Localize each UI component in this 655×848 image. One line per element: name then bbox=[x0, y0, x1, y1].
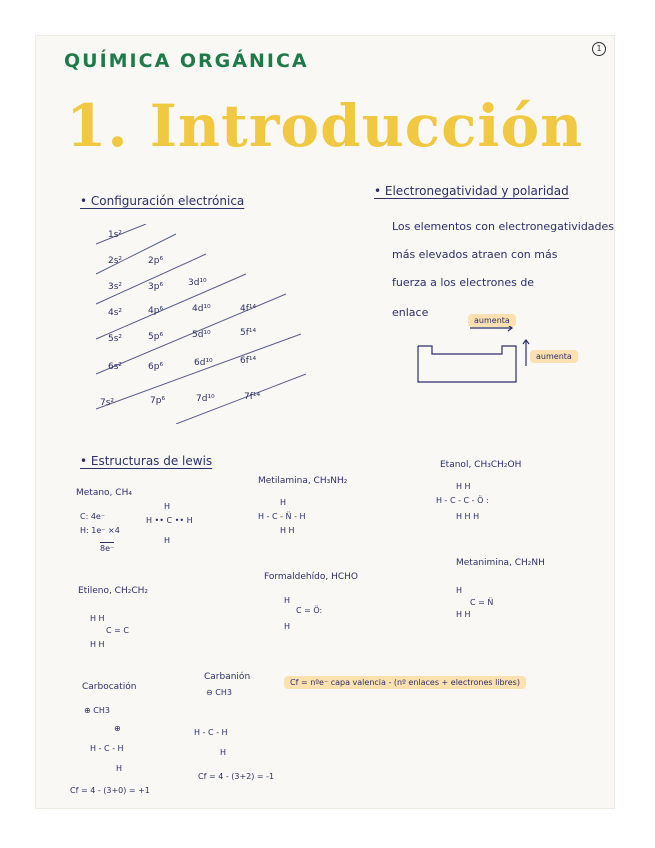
orbital-6f: 6f¹⁴ bbox=[240, 356, 257, 366]
etileno-struct-bottom: H H bbox=[90, 640, 105, 649]
orbital-1s: 1s² bbox=[108, 230, 123, 240]
metanimina-struct-bottom: H H bbox=[456, 610, 471, 619]
orbital-4s: 4s² bbox=[108, 308, 123, 318]
carbocation-struct-bottom: H bbox=[116, 764, 123, 773]
orbital-4f: 4f¹⁴ bbox=[240, 304, 257, 314]
orbital-7p: 7p⁶ bbox=[150, 396, 166, 406]
carbocation-name: Carbocatión bbox=[82, 682, 137, 692]
carbocation-struct-mid: H - C - H bbox=[90, 744, 124, 753]
formaldehido-struct-top: H bbox=[284, 596, 291, 605]
orbital-2s: 2s² bbox=[108, 256, 123, 266]
metilamina-name: Metilamina, CH₃NH₂ bbox=[258, 476, 348, 486]
orbital-2p: 2p⁶ bbox=[148, 256, 164, 266]
formaldehido-name: Formaldehído, HCHO bbox=[264, 572, 358, 582]
etanol-struct-bottom: H H H bbox=[456, 512, 480, 521]
page-number: 1 bbox=[592, 42, 606, 56]
orbital-6s: 6s² bbox=[108, 362, 123, 372]
subject-title: QUÍMICA ORGÁNICA bbox=[64, 50, 309, 72]
carbanion-struct-mid: H - C - H bbox=[194, 728, 228, 737]
metanimina-struct-mid: C = N̈ bbox=[470, 598, 494, 607]
electronegativity-heading: • Electronegatividad y polaridad bbox=[374, 184, 569, 198]
lewis-heading: • Estructuras de lewis bbox=[80, 454, 213, 468]
orbital-5f: 5f¹⁴ bbox=[240, 328, 257, 338]
carbocation-charge: ⊕ bbox=[114, 724, 121, 733]
orbital-6p: 6p⁶ bbox=[148, 362, 164, 372]
metano-sum: 8e⁻ bbox=[100, 544, 115, 553]
etileno-name: Etileno, CH₂CH₂ bbox=[78, 586, 149, 596]
metanimina-name: Metanimina, CH₂NH bbox=[456, 558, 545, 568]
orbital-5d: 5d¹⁰ bbox=[192, 330, 211, 340]
orbital-4p: 4p⁶ bbox=[148, 306, 164, 316]
orbital-5s: 5s² bbox=[108, 334, 123, 344]
orbital-7d: 7d¹⁰ bbox=[196, 394, 215, 404]
orbital-4d: 4d¹⁰ bbox=[192, 304, 211, 314]
orbital-3p: 3p⁶ bbox=[148, 282, 164, 292]
etileno-struct-top: H H bbox=[90, 614, 105, 623]
orbital-6d: 6d¹⁰ bbox=[194, 358, 213, 368]
etanol-struct-top: H H bbox=[456, 482, 471, 491]
increase-up-label: aumenta bbox=[530, 350, 578, 363]
metano-struct-bottom: H bbox=[164, 536, 171, 545]
carbanion-ion: ⊖ CH3 bbox=[206, 688, 232, 697]
etileno-struct-mid: C = C bbox=[106, 626, 129, 635]
electroneg-line-4: enlace bbox=[392, 306, 429, 319]
metano-c-val: C: 4e⁻ bbox=[80, 512, 106, 521]
metilamina-struct-top: H bbox=[280, 498, 287, 507]
orbital-3d: 3d¹⁰ bbox=[188, 278, 207, 288]
carbanion-struct-bottom: H bbox=[220, 748, 227, 757]
electron-config-heading: • Configuración electrónica bbox=[80, 194, 245, 208]
notebook-page bbox=[36, 36, 614, 808]
etanol-name: Etanol, CH₃CH₂OH bbox=[440, 460, 522, 470]
carbocation-calc: Cf = 4 - (3+0) = +1 bbox=[70, 786, 150, 795]
carbanion-name: Carbanión bbox=[204, 672, 251, 682]
electroneg-line-2: más elevados atraen con más bbox=[392, 248, 558, 261]
metilamina-struct-mid: H - C - N̈ - H bbox=[258, 512, 306, 521]
metano-name: Metano, CH₄ bbox=[76, 488, 132, 498]
metilamina-struct-bottom: H H bbox=[280, 526, 295, 535]
formal-charge-formula: Cf = nºe⁻ capa valencia - (nº enlaces + electrones libres) bbox=[284, 676, 526, 689]
formaldehido-struct-bottom: H bbox=[284, 622, 291, 631]
etanol-struct-mid: H - C - C - Ö : bbox=[436, 496, 489, 505]
chapter-title: 1. Introducción bbox=[66, 92, 584, 160]
carbanion-calc: Cf = 4 - (3+2) = -1 bbox=[198, 772, 275, 781]
orbital-7f: 7f¹⁴ bbox=[244, 392, 261, 402]
metano-struct-top: H bbox=[164, 502, 171, 511]
metanimina-struct-top: H bbox=[456, 586, 463, 595]
carbocation-ion: ⊕ CH3 bbox=[84, 706, 110, 715]
orbital-5p: 5p⁶ bbox=[148, 332, 164, 342]
orbital-3s: 3s² bbox=[108, 282, 123, 292]
electroneg-line-3: fuerza a los electrones de bbox=[392, 276, 535, 289]
metano-struct-mid: H •• C •• H bbox=[146, 516, 193, 525]
electroneg-line-1: Los elementos con electronegatividades bbox=[392, 220, 614, 233]
formaldehido-struct-mid: C = Ö: bbox=[296, 606, 323, 615]
metano-h-val: H: 1e⁻ ×4 bbox=[80, 526, 120, 535]
increase-right-label: aumenta bbox=[468, 314, 516, 327]
orbital-7s: 7s² bbox=[100, 398, 115, 408]
